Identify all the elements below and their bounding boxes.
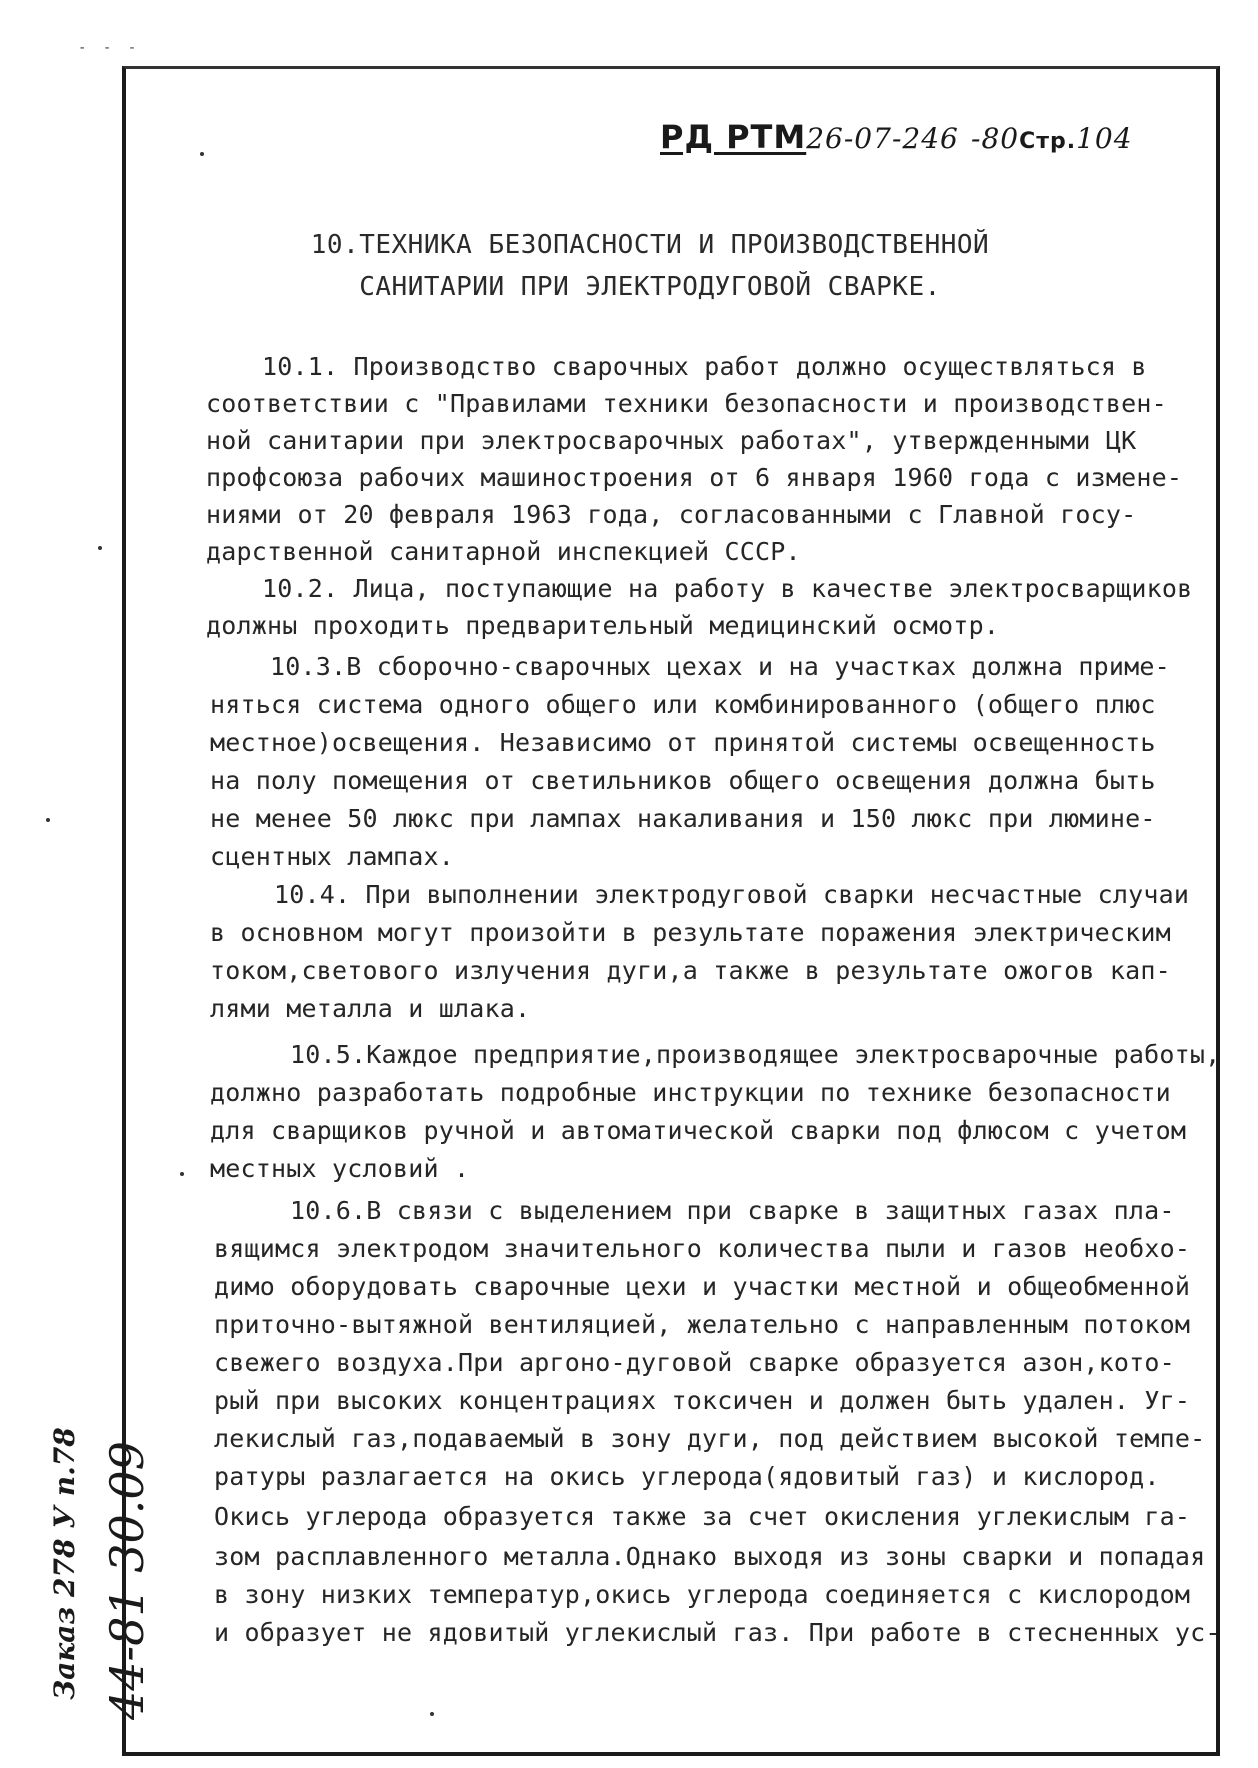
section-title-line-1: 10.ТЕХНИКА БЕЗОПАСНОСТИ И ПРОИЗВОДСТВЕННОЙ (310, 230, 990, 260)
speck (98, 546, 102, 550)
text-line: ратуры разлагается на окись углерода(ядовитый газ) и кислород. (214, 1462, 1160, 1491)
margin-stamp: Заказ 278 У п.78 (48, 1427, 81, 1700)
text-line: приточно-вытяжной вентиляцией, желательно с направленным потоком (214, 1310, 1191, 1339)
text-line: местное)освещения. Независимо от принятой системы освещенность (210, 728, 1156, 757)
text-line: на полу помещения от светильников общего освещения должна быть (210, 766, 1156, 795)
text-line: в основном могут произойти в результате поражения электрическим (210, 918, 1171, 947)
speck (430, 1712, 434, 1716)
text-line: дарственной санитарной инспекцией СССР. (206, 537, 801, 566)
margin-handwritten-note: 44-81 30.09 (100, 1441, 154, 1720)
text-line: профсоюза рабочих машиностроения от 6 января 1960 года с измене- (206, 463, 1183, 492)
text-line: няться система одного общего или комбинированного (общего плюс (210, 690, 1156, 719)
speck (180, 1172, 184, 1176)
text-line: и образует не ядовитый углекислый газ. При работе в стесненных ус- (214, 1618, 1221, 1647)
text-line: ниями от 20 февраля 1963 года, согласованными с Главной госу- (206, 500, 1137, 529)
doc-year: -80 (970, 122, 1020, 155)
document-header (660, 118, 1133, 156)
text-line: не менее 50 люкс при лампах накаливания и 150 люкс при люмине- (210, 804, 1156, 833)
text-line: лями металла и шлака. (210, 994, 531, 1023)
corner-mark: - - - (78, 40, 141, 56)
text-line: соответствии с "Правилами техники безопасности и производствен- (206, 389, 1167, 418)
text-line: 10.4. При выполнении электродуговой сварки несчастные случаи (274, 880, 1190, 909)
text-line: током,светового излучения дуги,а также в результате ожогов кап- (210, 956, 1171, 985)
text-line: в зону низких температур,окись углерода соединяется с кислородом (214, 1580, 1191, 1609)
section-title-line-2: САНИТАРИИ ПРИ ЭЛЕКТРОДУГОВОЙ СВАРКЕ. (359, 272, 941, 302)
text-line: лекислый газ,подаваемый в зону дуги, под действием высокой темпе- (214, 1424, 1206, 1453)
text-line: зом расплавленного металла.Однако выходя из зоны сварки и попадая (214, 1542, 1206, 1571)
text-line: Окись углерода образуется также за счет окисления углекислым га- (214, 1502, 1191, 1531)
text-line: должно разработать подробные инструкции по технике безопасности (210, 1078, 1171, 1107)
text-line: местных условий . (210, 1154, 470, 1183)
page-number: 104 (1076, 122, 1133, 155)
speck (200, 152, 204, 156)
text-line: 10.1. Производство сварочных работ должно осуществляться в (262, 352, 1147, 381)
text-line: сцентных лампах. (210, 842, 455, 871)
speck (46, 818, 50, 822)
text-line: должны проходить предварительный медицинский осмотр. (206, 611, 1000, 640)
text-line: 10.5.Каждое предприятие,производящее электросварочные работы, (290, 1040, 1221, 1069)
text-line: димо оборудовать сварочные цехи и участки местной и общеобменной (214, 1272, 1191, 1301)
text-line: вящимся электродом значительного количества пыли и газов необхо- (214, 1234, 1191, 1263)
text-line: 10.3.В сборочно-сварочных цехах и на участках должна приме- (270, 652, 1170, 681)
doc-number: 26-07-246 (806, 122, 959, 155)
text-line: 10.6.В связи с выделением при сварке в защитных газах пла- (290, 1196, 1175, 1225)
text-line: рый при высоких концентрациях токсичен и должен быть удален. Уг- (214, 1386, 1191, 1415)
text-line: 10.2. Лица, поступающие на работу в качестве электросварщиков (262, 574, 1193, 603)
text-line: свежего воздуха.При аргоно-дуговой сварке образуется азон,кото- (214, 1348, 1175, 1377)
page-label: Стр. (1019, 129, 1077, 154)
text-line: для сварщиков ручной и автоматической сварки под флюсом с учетом (210, 1116, 1187, 1145)
text-line: ной санитарии при электросварочных работах", утвержденными ЦК (206, 426, 1137, 455)
doc-code: РД РТМ (660, 118, 807, 156)
